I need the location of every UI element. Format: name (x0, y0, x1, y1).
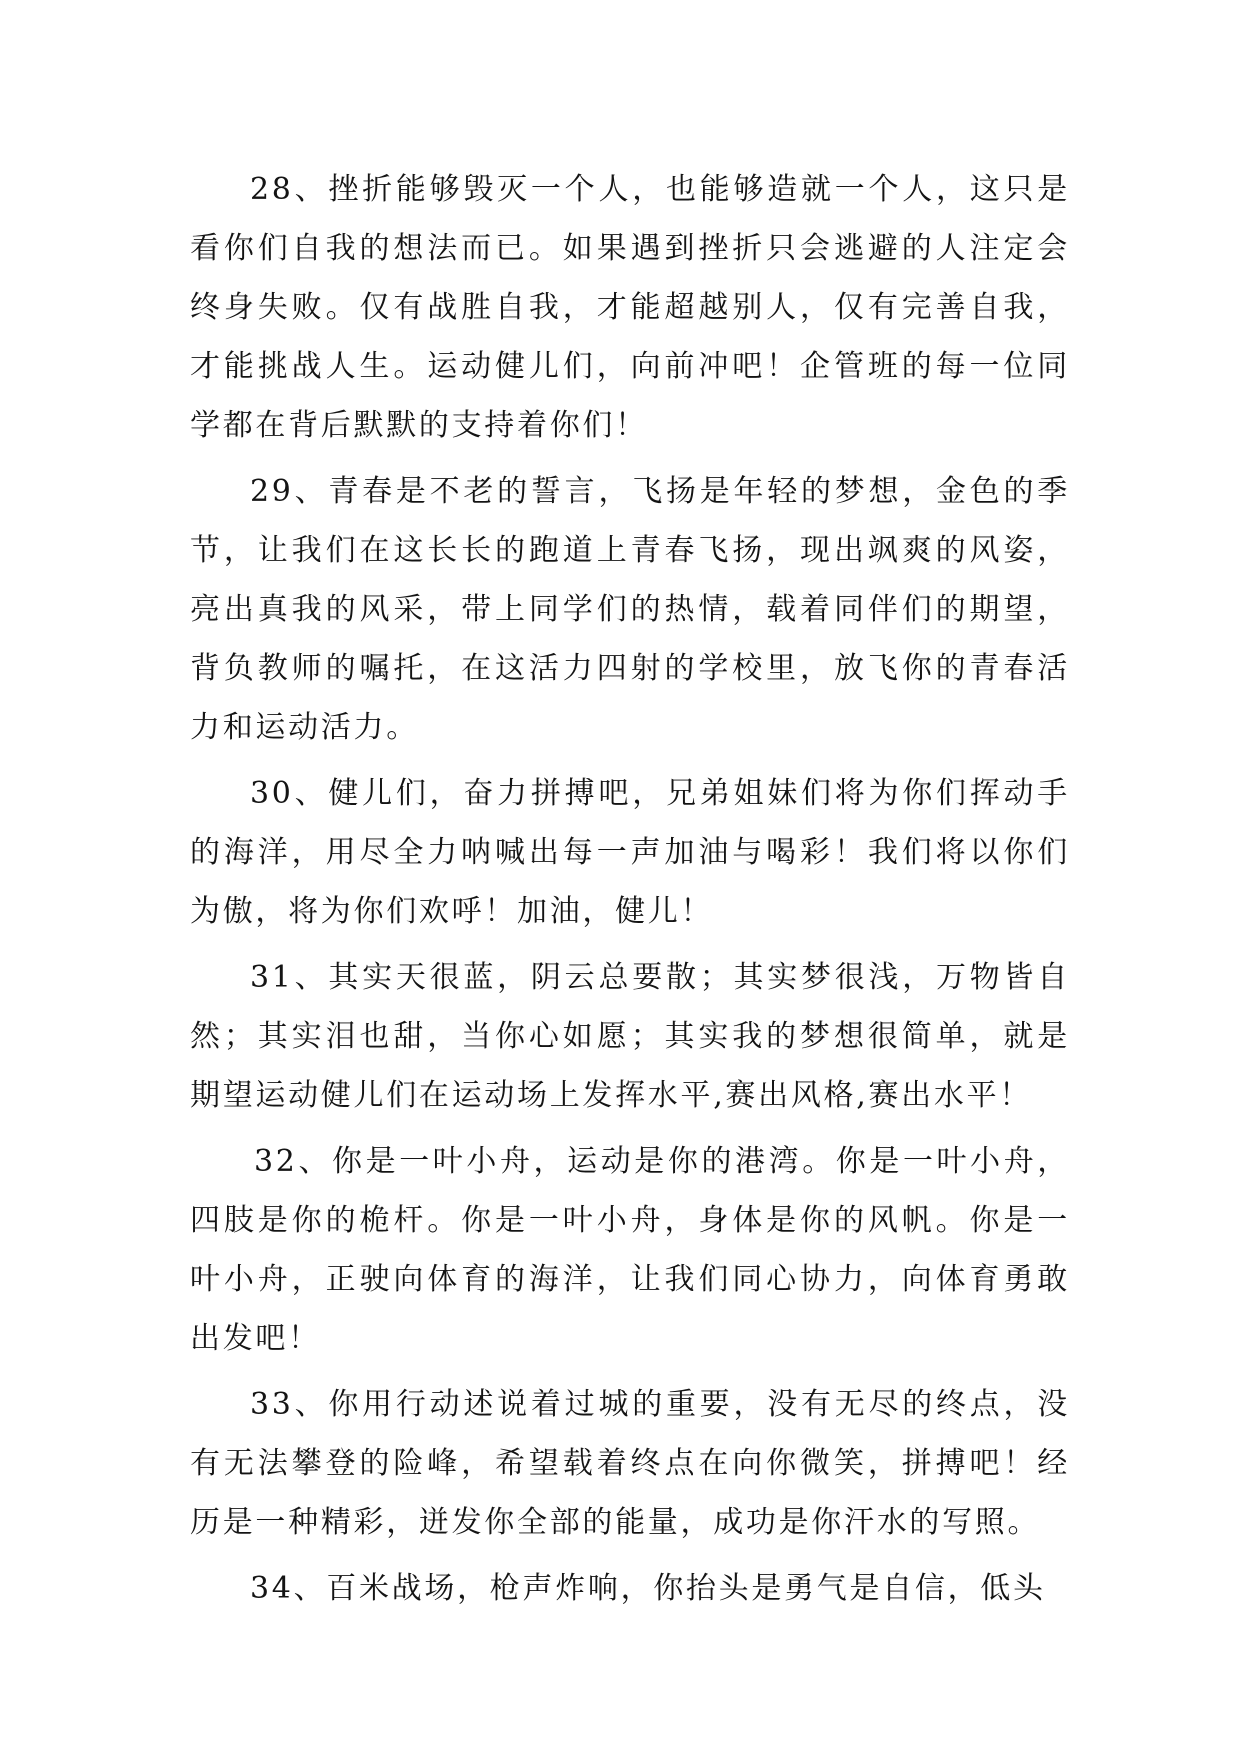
paragraph-32: 32、你是一叶小舟，运动是你的港湾。你是一叶小舟，四肢是你的桅杆。你是一叶小舟，身体是你的风帆。你是一叶小舟，正驶向体育的海洋，让我们同心协力，向体育勇敢出发吧！ (190, 1144, 1070, 1356)
document-body (190, 160, 1070, 1625)
paragraph-33: 33、你用行动述说着过城的重要，没有无尽的终点，没有无法攀登的险峰，希望载着终点在向你微笑，拼搏吧！经历是一种精彩，迸发你全部的能量，成功是你汗水的写照。 (190, 1387, 1070, 1540)
paragraph-30: 30、健儿们，奋力拼搏吧，兄弟姐妹们将为你们挥动手的海洋，用尽全力呐喊出每一声加油与喝彩！我们将以你们为傲，将为你们欢呼！加油，健儿！ (190, 776, 1070, 929)
paragraph-34: 34、百米战场，枪声炸响，你抬头是勇气是自信，低头 (250, 1571, 1046, 1606)
paragraph-28: 28、挫折能够毁灭一个人，也能够造就一个人，这只是看你们自我的想法而已。如果遇到挫折只会逃避的人注定会终身失败。仅有战胜自我，才能超越别人，仅有完善自我，才能挑战人生。运动健儿们，向前冲吧！企管班的每一位同学都在背后默默的支持着你们！ (190, 172, 1070, 443)
paragraph-31: 31、其实天很蓝，阴云总要散；其实梦很浅，万物皆自然；其实泪也甜，当你心如愿；其实我的梦想很简单，就是期望运动健儿们在运动场上发挥水平,赛出风格,赛出水平！ (190, 960, 1070, 1113)
paragraph-29: 29、青春是不老的誓言，飞扬是年轻的梦想，金色的季节，让我们在这长长的跑道上青春飞扬，现出飒爽的风姿，亮出真我的风采，带上同学们的热情，载着同伴们的期望，背负教师的嘱托，在这活力四射的学校里，放飞你的青春活力和运动活力。 (190, 474, 1070, 745)
